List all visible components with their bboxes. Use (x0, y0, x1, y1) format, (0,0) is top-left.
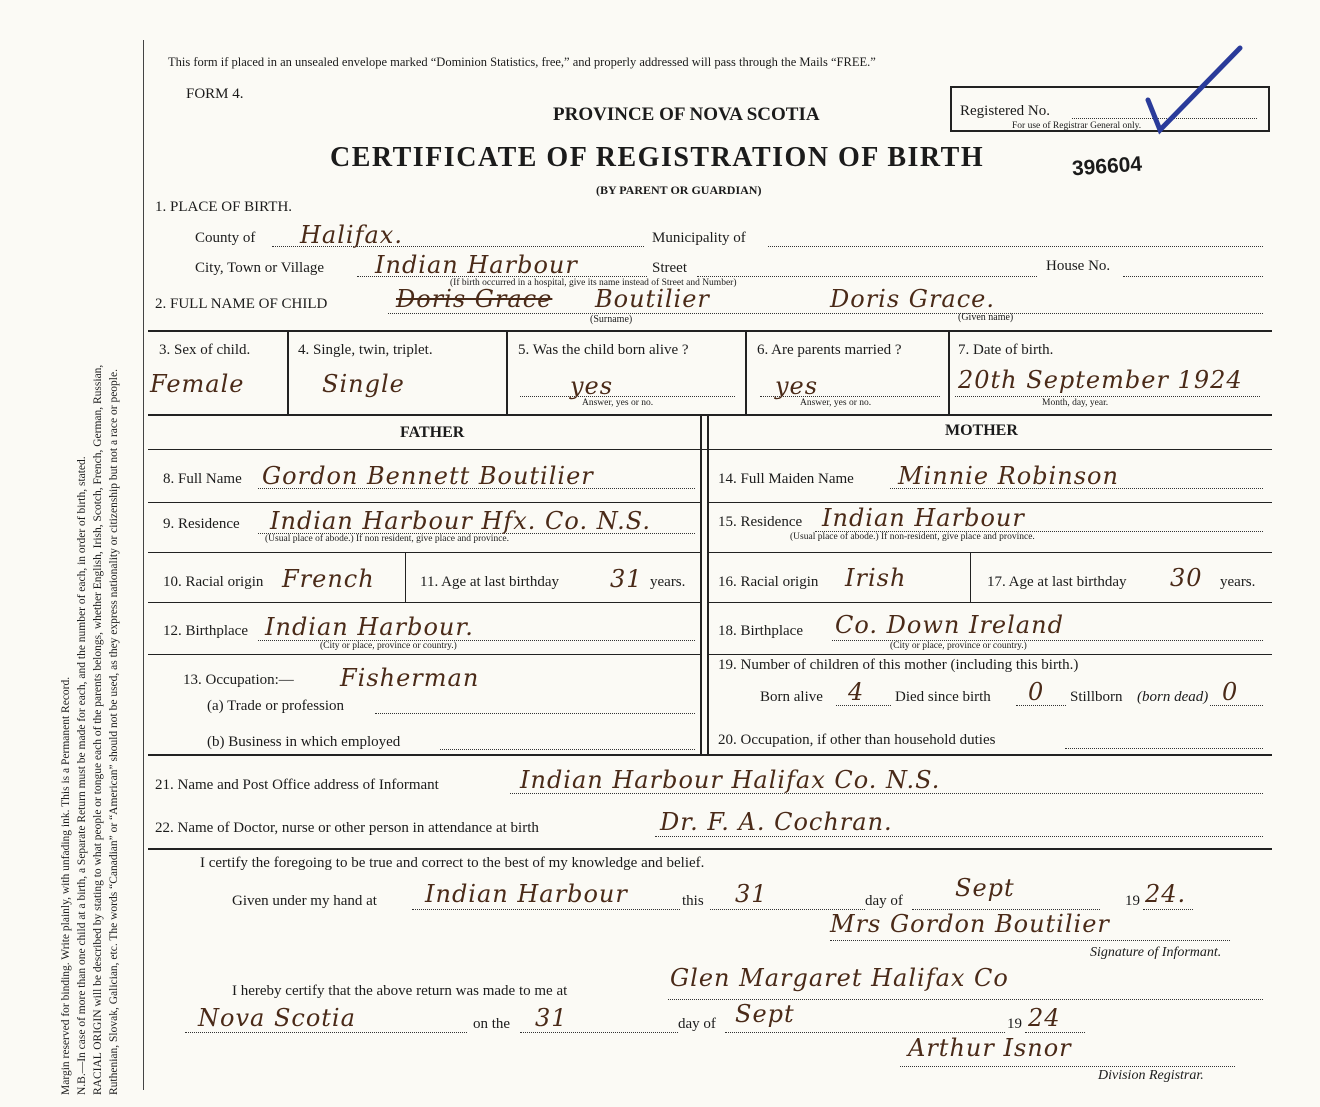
registrar-day-of-label: day of (678, 1016, 716, 1032)
municipality-label: Municipality of (652, 230, 746, 246)
stillborn-label: Stillborn (1070, 689, 1123, 705)
certification-year-suffix: 24. (1145, 880, 1187, 908)
child-given-name: Doris Grace. (830, 285, 996, 313)
doctor-value: Dr. F. A. Cochran. (660, 808, 893, 836)
registrar-year-prefix: 19 (1007, 1016, 1022, 1032)
died-count: 0 (1028, 678, 1045, 706)
registrar-day: 31 (535, 1004, 568, 1032)
born-alive-note: Answer, yes or no. (582, 398, 654, 408)
informant-value: Indian Harbour Halifax Co. N.S. (520, 766, 941, 794)
father-age-label: 11. Age at last birthday (420, 574, 559, 590)
registrar-use-note: For use of Registrar General only. (1012, 121, 1142, 131)
father-heading: FATHER (400, 424, 465, 441)
certify-statement: I certify the foregoing to be true and correct to the best of my knowledge and belief. (200, 855, 705, 871)
mother-race-label: 16. Racial origin (718, 574, 819, 590)
informant-signature: Mrs Gordon Boutilier (830, 910, 1110, 938)
father-occupation-label: 13. Occupation:— (183, 672, 294, 688)
father-residence-value: Indian Harbour Hfx. Co. N.S. (270, 507, 652, 535)
mother-residence-label: 15. Residence (718, 514, 803, 530)
certification-day: 31 (735, 880, 768, 908)
registered-label: Registered No. (960, 103, 1050, 119)
date-value: 20th September 1924 (958, 366, 1243, 394)
informant-signature-caption: Signature of Informant. (1090, 945, 1222, 960)
married-note: Answer, yes or no. (800, 398, 872, 408)
father-race-value: French (282, 565, 375, 593)
business-label: (b) Business in which employed (207, 734, 401, 750)
registrar-signature: Arthur Isnor (908, 1034, 1072, 1062)
father-birthplace-label: 12. Birthplace (163, 623, 248, 639)
given-under-label: Given under my hand at (232, 893, 377, 909)
mother-name-label: 14. Full Maiden Name (718, 471, 854, 487)
mother-occupation-label: 20. Occupation, if other than household duties (718, 732, 996, 748)
margin-rule (143, 40, 144, 1090)
plurality-label: 4. Single, twin, triplet. (298, 342, 433, 358)
father-race-label: 10. Racial origin (163, 574, 264, 590)
certification-month: Sept (955, 874, 1015, 902)
registrar-year-suffix: 24 (1028, 1004, 1061, 1032)
page-subtitle: (BY PARENT OR GUARDIAN) (596, 183, 762, 197)
father-name-value: Gordon Bennett Boutilier (262, 462, 594, 490)
city-label: City, Town or Village (195, 260, 325, 276)
surname-caption: (Surname) (590, 314, 633, 325)
city-value: Indian Harbour (375, 251, 578, 279)
registrar-signature-caption: Division Registrar. (1098, 1068, 1204, 1083)
registration-number: 396604 (1071, 152, 1143, 181)
trade-label: (a) Trade or profession (207, 698, 345, 714)
mail-notice: This form if placed in an unsealed envelope marked “Dominion Statistics, free,” and properly addressed will pass through the Mails “FREE.” (168, 55, 876, 69)
check-mark-icon (1140, 40, 1250, 140)
father-age-value: 31 (610, 565, 643, 593)
page-title: CERTIFICATE OF REGISTRATION OF BIRTH (330, 142, 985, 173)
father-residence-note: (Usual place of abode.) If non resident, give place and province. (265, 534, 509, 544)
born-alive-count-label: Born alive (760, 689, 823, 705)
sex-label: 3. Sex of child. (159, 342, 251, 358)
stillborn-note: (born dead) (1137, 689, 1209, 705)
mother-age-value: 30 (1170, 564, 1203, 592)
margin-line: Margin reserved for binding. Write plainly, with unfading ink. This is a Permanent Record. (60, 676, 72, 1095)
registrar-statement: I hereby certify that the above return was made to me at (232, 983, 568, 999)
child-surname: Boutilier (595, 285, 710, 313)
house-label: House No. (1046, 258, 1111, 274)
died-label: Died since birth (895, 689, 991, 705)
registrar-place-cont: Nova Scotia (198, 1004, 356, 1032)
place-section-title: 1. PLACE OF BIRTH. (155, 199, 293, 215)
margin-line: RACIAL ORIGIN will be described by stating to what people or tongue each of the parents belongs, whether English, Irish, Scotch, French, German, Russian, (92, 364, 104, 1095)
mother-children-label: 19. Number of children of this mother (including this birth.) (718, 657, 1079, 673)
county-value: Halifax. (300, 221, 403, 249)
born-alive-value: yes (570, 372, 614, 400)
struck-name: Doris Grace (396, 285, 553, 313)
mother-birthplace-note: (City or place, province or country.) (890, 641, 1027, 651)
registrar-place: Glen Margaret Halifax Co (670, 964, 1009, 992)
plurality-value: Single (322, 370, 405, 398)
date-note: Month, day, year. (1042, 398, 1109, 408)
mother-residence-value: Indian Harbour (822, 504, 1025, 532)
mother-race-value: Irish (845, 564, 907, 592)
given-name-caption: (Given name) (958, 312, 1014, 323)
margin-line: Ruthenian, Slovak, Galician, etc. The words “Canadian” or “American” should not be used, as they express nationality or citizenship but not a race or people. (108, 369, 120, 1095)
born-alive-count: 4 (848, 678, 865, 706)
this-label: this (682, 893, 704, 909)
hospital-note: (If birth occurred in a hospital, give its name instead of Street and Number) (450, 278, 737, 288)
street-label: Street (652, 260, 687, 276)
father-birthplace-note: (City or place, province or country.) (320, 641, 457, 651)
day-of-label: day of (865, 893, 903, 909)
mother-residence-note: (Usual place of abode.) If non-resident, give place and province. (790, 532, 1035, 542)
born-alive-label: 5. Was the child born alive ? (518, 342, 689, 358)
stillborn-count: 0 (1222, 678, 1239, 706)
father-birthplace-value: Indian Harbour. (265, 613, 474, 641)
mother-birthplace-value: Co. Down Ireland (835, 611, 1064, 639)
province-heading: PROVINCE OF NOVA SCOTIA (553, 104, 820, 125)
sex-value: Female (150, 370, 245, 398)
married-value: yes (775, 372, 819, 400)
on-the-label: on the (473, 1016, 511, 1032)
mother-name-value: Minnie Robinson (898, 462, 1119, 490)
child-name-label: 2. FULL NAME OF CHILD (155, 296, 328, 312)
mother-age-label: 17. Age at last birthday (987, 574, 1127, 590)
given-place-value: Indian Harbour (425, 880, 628, 908)
mother-years-label: years. (1220, 574, 1256, 590)
margin-notes (58, 45, 122, 1095)
father-name-label: 8. Full Name (163, 471, 242, 487)
father-occupation-value: Fisherman (340, 664, 480, 692)
informant-label: 21. Name and Post Office address of Informant (155, 777, 439, 793)
county-label: County of (195, 230, 256, 246)
married-label: 6. Are parents married ? (757, 342, 902, 358)
date-label: 7. Date of birth. (958, 342, 1054, 358)
doctor-label: 22. Name of Doctor, nurse or other person in attendance at birth (155, 820, 539, 836)
father-residence-label: 9. Residence (163, 516, 240, 532)
margin-line: N.B.—In case of more than one child at a birth, a Separate Return must be made for each, and the number of each, in order of birth, stated. (76, 456, 88, 1095)
father-years-label: years. (650, 574, 686, 590)
form-number: FORM 4. (186, 86, 244, 102)
mother-birthplace-label: 18. Birthplace (718, 623, 803, 639)
registrar-month: Sept (735, 1000, 795, 1028)
mother-heading: MOTHER (945, 422, 1018, 439)
certification-year-prefix: 19 (1125, 893, 1140, 909)
